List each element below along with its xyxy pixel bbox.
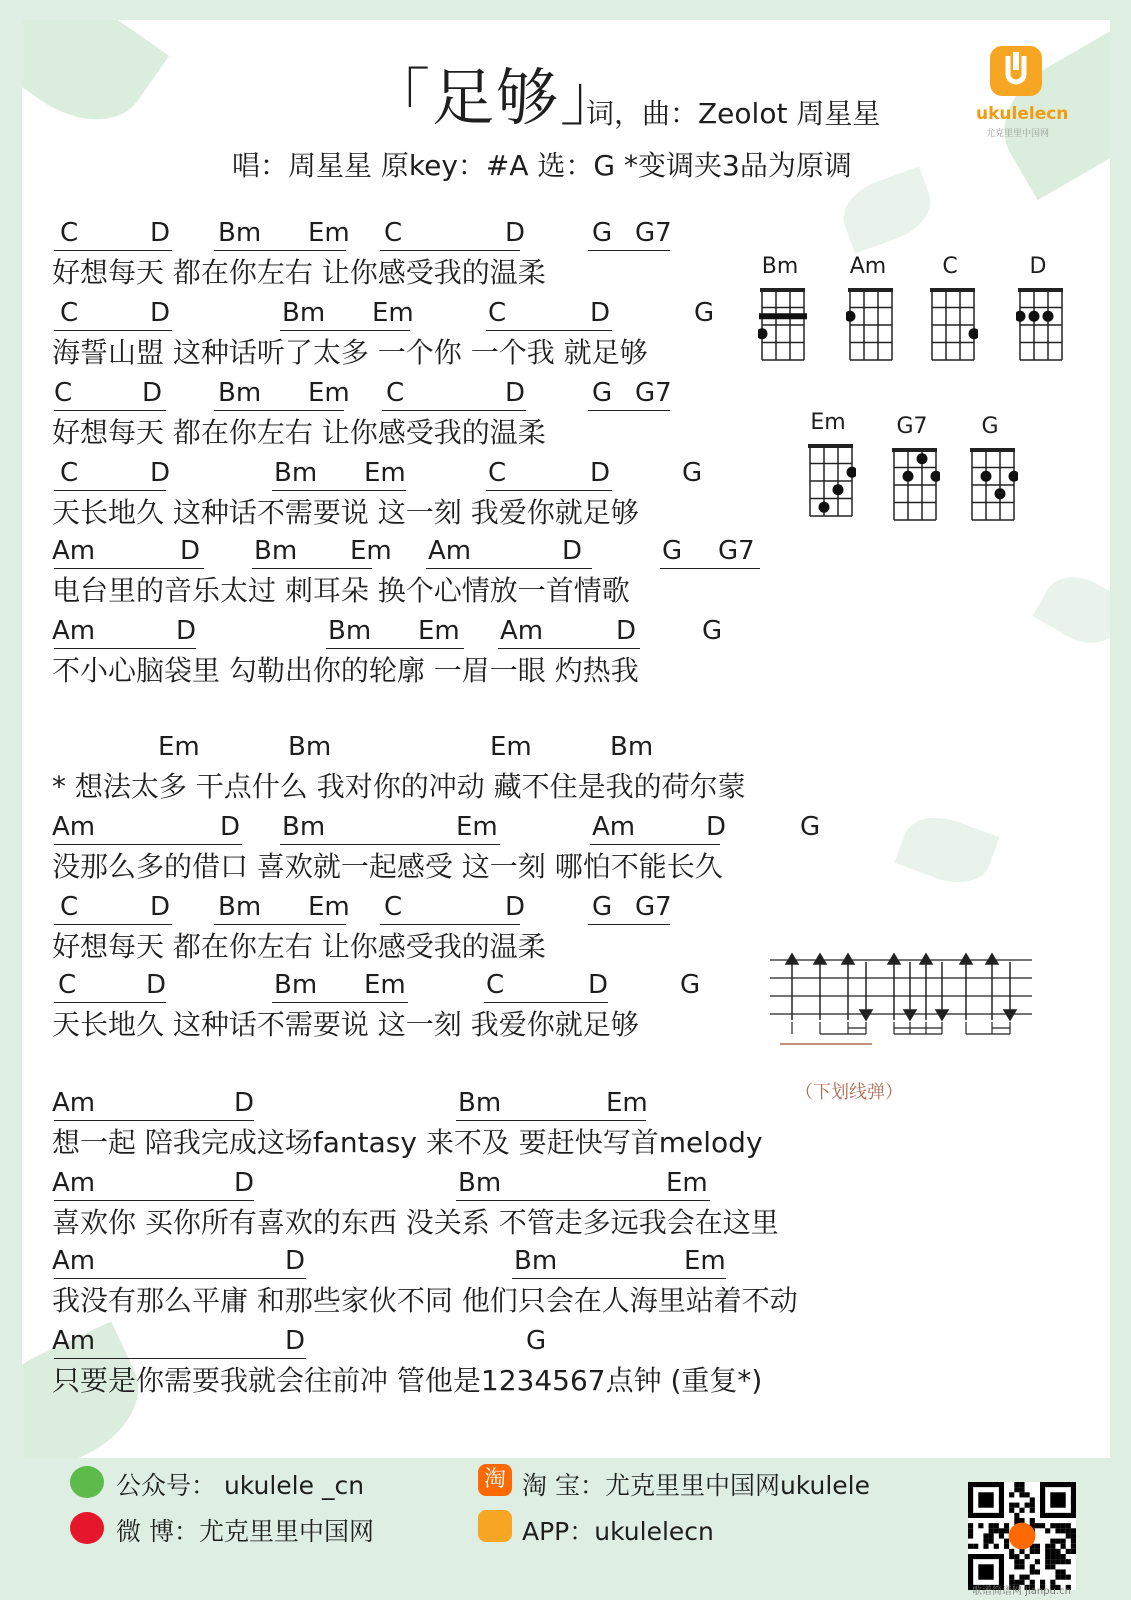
chord-diagram — [806, 442, 856, 522]
chord-symbol: D — [285, 1326, 306, 1356]
chord-symbol: G7 — [635, 378, 672, 408]
chord-symbol: Em — [372, 298, 414, 328]
chord-diagram-label: Am — [849, 254, 887, 279]
chord-symbol: D — [150, 298, 171, 328]
chord-symbol: Em — [684, 1246, 726, 1276]
leaf-decoration — [894, 806, 999, 893]
chord-symbol: Bm — [282, 812, 326, 842]
strum-underline — [456, 1200, 710, 1201]
chord-symbol: D — [142, 378, 163, 408]
chord-symbol: D — [588, 970, 609, 1000]
chord-symbol: Em — [364, 458, 406, 488]
strum-underline — [326, 648, 464, 649]
chord-symbol: Em — [456, 812, 498, 842]
chord-symbol: C — [384, 218, 403, 248]
chord-symbol: G — [526, 1326, 547, 1356]
strum-underline — [54, 330, 172, 331]
wechat-account: 公众号： ukulele _cn — [116, 1471, 365, 1500]
strum-underline — [660, 568, 760, 569]
chord-symbol: C — [60, 298, 79, 328]
chord-symbol: G7 — [635, 218, 672, 248]
lyric-line: 想一起 陪我完成这场fantasy 来不及 要赶快写首melody — [52, 1126, 763, 1159]
wechat-icon — [70, 1466, 104, 1498]
strum-underline — [214, 410, 344, 411]
strum-underline — [214, 250, 346, 251]
chord-symbol: Bm — [288, 732, 332, 762]
chord-symbol: D — [234, 1168, 255, 1198]
chord-diagram — [928, 286, 978, 366]
chord-symbol: Am — [428, 536, 472, 566]
chord-symbol: D — [150, 892, 171, 922]
strum-underline — [54, 1200, 254, 1201]
chord-symbol: G — [662, 536, 683, 566]
chord-symbol: G — [680, 970, 701, 1000]
chord-symbol: C — [60, 892, 79, 922]
leaf-decoration — [22, 20, 169, 146]
chord-symbol: G — [592, 892, 613, 922]
chord-diagram-label: Bm — [761, 254, 799, 279]
chord-symbol: Bm — [218, 378, 262, 408]
strum-underline — [512, 1278, 726, 1279]
chord-symbol: Bm — [218, 892, 262, 922]
chord-symbol: G — [702, 616, 723, 646]
chord-symbol: Am — [52, 536, 96, 566]
lyric-line: 电台里的音乐太过 刺耳朵 换个心情放一首情歌 — [52, 574, 630, 607]
chord-symbol: Am — [52, 812, 96, 842]
chord-symbol: D — [505, 892, 526, 922]
chord-symbol: D — [505, 378, 526, 408]
strum-note: （下划线弹） — [795, 1082, 903, 1103]
strum-underline — [590, 844, 720, 845]
chord-symbol: Bm — [610, 732, 654, 762]
singer-key-info: 唱：周星星 原key：#A 选：G *变调夹3品为原调 — [232, 149, 852, 182]
strum-underline — [486, 330, 612, 331]
strum-underline — [380, 250, 520, 251]
songwriter-credit: 词，曲：Zeolot 周星星 — [586, 97, 881, 130]
lyric-line: 喜欢你 买你所有喜欢的东西 没关系 不管走多远我会在这里 — [52, 1206, 779, 1239]
lyric-line: 没那么多的借口 喜欢就一起感受 这一刻 哪怕不能长久 — [52, 850, 723, 883]
strum-underline — [272, 1002, 408, 1003]
logo-text: ukulelecn — [976, 104, 1069, 124]
strum-underline — [54, 648, 196, 649]
chord-symbol: G7 — [718, 536, 755, 566]
chord-symbol: Am — [500, 616, 544, 646]
chord-symbol: Em — [418, 616, 460, 646]
chord-symbol: Em — [308, 218, 350, 248]
lyric-line: 海誓山盟 这种话听了太多 一个你 一个我 就足够 — [52, 336, 648, 369]
strum-underline — [588, 410, 670, 411]
chord-symbol: C — [60, 218, 79, 248]
strum-underline — [486, 490, 612, 491]
chord-symbol: G — [592, 218, 613, 248]
strum-underline — [214, 924, 346, 925]
chord-symbol: G — [592, 378, 613, 408]
chord-symbol: D — [706, 812, 727, 842]
strum-underline — [588, 924, 670, 925]
strum-underline — [426, 568, 592, 569]
lyric-line: 好想每天 都在你左右 让你感受我的温柔 — [52, 256, 546, 289]
chord-symbol: Am — [52, 1088, 96, 1118]
song-title: 「足够」 — [368, 61, 625, 134]
chord-symbol: D — [180, 536, 201, 566]
chord-symbol: Am — [592, 812, 636, 842]
chord-symbol: C — [486, 970, 505, 1000]
chord-symbol: D — [146, 970, 167, 1000]
chord-symbol: Em — [490, 732, 532, 762]
strum-underline — [252, 568, 372, 569]
chord-diagram — [846, 286, 896, 366]
strum-underline — [382, 410, 526, 411]
chord-diagram — [1016, 286, 1066, 366]
chord-symbol: C — [58, 970, 77, 1000]
chord-diagram-label: C — [942, 254, 958, 279]
chord-symbol: D — [220, 812, 241, 842]
chord-symbol: C — [386, 378, 405, 408]
chord-symbol: Bm — [328, 616, 372, 646]
lyric-line: 不小心脑袋里 勾勒出你的轮廓 一眉一眼 灼热我 — [52, 654, 639, 687]
strum-underline — [54, 1120, 254, 1121]
taobao-shop: 淘 宝：尤克里里中国网ukulele — [522, 1471, 870, 1500]
chord-symbol: G7 — [635, 892, 672, 922]
chord-diagram — [968, 446, 1018, 526]
weibo-icon — [70, 1512, 104, 1544]
strum-pattern-diagram — [770, 948, 1040, 1048]
chord-symbol: Em — [606, 1088, 648, 1118]
chord-symbol: Em — [308, 378, 350, 408]
chord-symbol: Am — [52, 616, 96, 646]
chord-symbol: Em — [308, 892, 350, 922]
chord-symbol: Em — [158, 732, 200, 762]
strum-underline — [484, 1002, 608, 1003]
chord-symbol: D — [590, 458, 611, 488]
chord-diagram — [758, 286, 808, 366]
lyric-line: * 想法太多 干点什么 我对你的冲动 藏不住是我的荷尔蒙 — [52, 770, 746, 803]
weibo-account: 微 博：尤克里里中国网 — [116, 1517, 374, 1546]
strum-underline — [588, 250, 670, 251]
app-icon — [478, 1510, 512, 1542]
strum-underline — [280, 330, 410, 331]
chord-symbol: D — [616, 616, 637, 646]
strum-underline — [54, 924, 172, 925]
lyric-line: 天长地久 这种话不需要说 这一刻 我爱你就足够 — [52, 1008, 639, 1041]
chord-symbol: Em — [666, 1168, 708, 1198]
chord-symbol: Bm — [274, 458, 318, 488]
chord-symbol: D — [176, 616, 197, 646]
watermark: 歌谱简谱网 jianpu.cn — [972, 1586, 1071, 1597]
logo-subtitle: 尤克里里中国网 — [986, 129, 1050, 139]
chord-symbol: D — [562, 536, 583, 566]
strum-underline — [54, 1358, 306, 1359]
chord-symbol: D — [505, 218, 526, 248]
strum-underline — [54, 250, 172, 251]
chord-diagram-label: Em — [810, 410, 846, 435]
chord-symbol: D — [285, 1246, 306, 1276]
taobao-icon: 淘 — [478, 1464, 512, 1496]
chord-symbol: G — [694, 298, 715, 328]
ukulele-icon — [990, 46, 1042, 96]
chord-diagram-label: G7 — [896, 414, 928, 439]
strum-underline — [54, 1278, 306, 1279]
strum-underline — [54, 490, 166, 491]
chord-symbol: Am — [52, 1326, 96, 1356]
chord-symbol: G — [682, 458, 703, 488]
chord-symbol: Am — [52, 1168, 96, 1198]
chord-symbol: Bm — [218, 218, 262, 248]
lyric-line: 好想每天 都在你左右 让你感受我的温柔 — [52, 416, 546, 449]
chord-symbol: Am — [52, 1246, 96, 1276]
chord-symbol: C — [488, 298, 507, 328]
app-name: APP：ukulelecn — [522, 1517, 714, 1546]
strum-underline — [280, 844, 500, 845]
leaf-decoration — [1032, 564, 1110, 656]
chord-symbol: G — [800, 812, 821, 842]
chord-symbol: Bm — [274, 970, 318, 1000]
chord-symbol: Bm — [458, 1168, 502, 1198]
chord-symbol: C — [54, 378, 73, 408]
lyric-line: 天长地久 这种话不需要说 这一刻 我爱你就足够 — [52, 496, 639, 529]
lyric-line: 好想每天 都在你左右 让你感受我的温柔 — [52, 930, 546, 963]
chord-symbol: Em — [364, 970, 406, 1000]
strum-underline — [272, 490, 406, 491]
chord-diagram-label: D — [1029, 254, 1047, 279]
qr-code — [968, 1482, 1076, 1590]
chord-symbol: D — [150, 458, 171, 488]
chord-diagram — [890, 446, 940, 526]
lyric-line: 我没有那么平庸 和那些家伙不同 他们只会在人海里站着不动 — [52, 1284, 798, 1317]
chord-symbol: C — [60, 458, 79, 488]
chord-symbol: Bm — [514, 1246, 558, 1276]
strum-underline — [54, 568, 204, 569]
lyric-line: 只要是你需要我就会往前冲 管他是1234567点钟 (重复*) — [52, 1364, 763, 1397]
chord-symbol: Bm — [254, 536, 298, 566]
chord-symbol: Bm — [282, 298, 326, 328]
chord-symbol: C — [384, 892, 403, 922]
strum-underline — [456, 1120, 646, 1121]
chord-symbol: D — [234, 1088, 255, 1118]
strum-underline — [498, 648, 640, 649]
strum-underline — [54, 1002, 166, 1003]
chord-diagram-label: G — [981, 414, 999, 439]
strum-underline — [54, 410, 166, 411]
strum-underline — [380, 924, 520, 925]
chord-symbol: Bm — [458, 1088, 502, 1118]
ukulelecn-logo — [976, 46, 1069, 139]
chord-symbol: D — [590, 298, 611, 328]
strum-underline — [54, 844, 242, 845]
chord-symbol: D — [150, 218, 171, 248]
chord-symbol: Em — [350, 536, 392, 566]
chord-symbol: C — [488, 458, 507, 488]
